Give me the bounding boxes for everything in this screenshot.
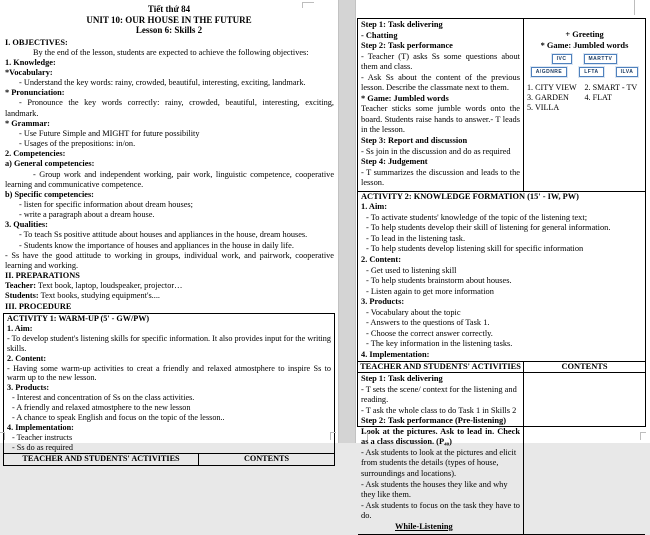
- text-line: Step 3: Report and discussion: [361, 136, 468, 146]
- text-line: - Listen again to get more information: [366, 286, 494, 296]
- text-line: - write a paragraph about a dream house.: [19, 210, 155, 220]
- jumbled-word-box: A/GDNRE: [531, 67, 568, 77]
- text-line: 1. Aim:: [7, 323, 33, 333]
- text-line: - Vocabulary about the topic: [366, 307, 461, 317]
- activity2-row: [358, 372, 645, 535]
- text-line: - Usages of the prepositions: in/on.: [19, 139, 136, 149]
- jumbled-words-answers: [527, 83, 642, 112]
- text-line: - Chatting: [361, 30, 398, 40]
- text-line: - Understand the key words: rainy, crowded, beautiful, interesting, exciting, landmark.: [19, 78, 306, 88]
- text-line: Step 2: Task performance: [361, 41, 453, 51]
- text-line: II. PREPARATIONS: [5, 271, 80, 281]
- text-line: ACTIVITY 2: KNOWLEDGE FORMATION (15' - IW, PW): [361, 191, 579, 201]
- text-line: - A chance to speak English and focus on the topic of the lesson..: [12, 413, 225, 423]
- text-line: - To help students brainstorm about houses.: [366, 276, 512, 286]
- game-label: * Game: Jumbled words: [540, 40, 629, 50]
- text-line: 3. Products:: [7, 383, 50, 393]
- text-line: b) Specific competencies:: [5, 189, 94, 199]
- answer-item: 4. FLAT: [584, 92, 612, 102]
- text-line: - Choose the correct answer correctly.: [366, 328, 493, 338]
- text-line: - Use Future Simple and MIGHT for future possibility: [19, 128, 200, 138]
- jumbled-word-box: IVC: [552, 54, 572, 64]
- text-line: 4. Implementation:: [361, 349, 430, 359]
- text-line: 2. Content:: [361, 255, 402, 265]
- text-line: - To help students develop their skill of listening for general information.: [366, 223, 611, 233]
- text-line: - Answers to the questions of Task 1.: [366, 318, 490, 328]
- text-line: - Ask students to look at the pictures and elicit from students the details (types of house, surroundings and locations).: [361, 447, 517, 478]
- activity2-overview: [358, 191, 645, 361]
- text-line: Teacher: Text book, laptop, loudspeaker, projector…: [5, 281, 183, 291]
- header-activities: TEACHER AND STUDENTS' ACTIVITIES: [358, 362, 524, 373]
- procedure-table: [357, 18, 646, 531]
- text-line: - T ask the whole class to do Task 1 in Skills 2: [361, 405, 517, 415]
- text-line: By the end of the lesson, students are expected to achieve the following objectives:: [33, 47, 309, 57]
- activity2-table-header: [358, 361, 645, 373]
- text-line: I. OBJECTIVES:: [5, 37, 68, 47]
- activity1-overview: [4, 314, 334, 454]
- text-line: - Ss have the good attitude to working in groups, individual work, and pairwork, cooperative learning and working.: [5, 250, 334, 270]
- text-line: Step 1: Task delivering: [361, 20, 443, 29]
- activity2-teacher-activities: [358, 373, 524, 534]
- jumbled-words-boxes: [529, 54, 640, 77]
- text-line: Students: Text books, studying equipment's....: [5, 291, 160, 301]
- text-line: Look at the pictures. Ask to lead in. Check as a class discussion. (P₄₀): [361, 426, 520, 447]
- text-line: - To activate students' knowledge of the topic of the listening text;: [366, 212, 588, 222]
- text-line: - Teacher instructs: [12, 433, 73, 443]
- margin-mark-bottom-right: [330, 432, 336, 440]
- text-line: - Ask students the houses they like and why they like them.: [361, 479, 508, 500]
- text-line: * Grammar:: [5, 118, 50, 128]
- text-line: a) General competencies:: [5, 159, 95, 169]
- text-line: * Game: Jumbled words: [361, 93, 449, 103]
- activity1-teacher-activities: [358, 19, 524, 191]
- text-line: - T summarizes the discussion and leads to the lesson.: [361, 167, 520, 188]
- text-line: 3. Products:: [361, 297, 405, 307]
- text-line: - Having some warm-up activities to creat a friendly and relaxed atmostphere to inspire Ss to warm up to the new lesson.: [7, 363, 331, 383]
- answer-item: 3. GARDEN: [527, 92, 569, 102]
- text-line: ACTIVITY 1: WARM-UP (5' - GW/PW): [7, 313, 150, 323]
- greeting-label: + Greeting: [565, 30, 604, 39]
- text-line: Step 2: Task performance (Pre-listening): [361, 416, 506, 426]
- page-2: [356, 0, 650, 531]
- text-line: - Pronounce the key words correctly: rainy, crowded, beautiful, interesting, exciting, landmark.: [5, 98, 334, 118]
- header-contents: CONTENTS: [243, 454, 290, 464]
- text-line: - The key information in the listening tasks.: [366, 339, 513, 349]
- activity1-table: [3, 313, 335, 466]
- jumbled-word-box: ILVA: [616, 67, 639, 77]
- header-activities: TEACHER AND STUDENTS' ACTIVITIES: [4, 454, 199, 465]
- jumbled-word-box: LFTA: [579, 67, 603, 77]
- text-line: 1. Aim:: [361, 202, 388, 212]
- text-line: - To teach Ss positive attitude about houses and appliances in the house, dream houses.: [19, 230, 308, 240]
- lesson-title: Lesson 6: Skills 2: [135, 25, 203, 35]
- text-line: - To help students develop listening skill for specific information: [366, 244, 584, 254]
- text-line: - Ss join in the discussion and do as required: [361, 146, 511, 156]
- lesson-number: Tiết thứ 84: [147, 4, 191, 14]
- margin-mark-bottom-right: [640, 432, 646, 440]
- text-line: 1. Knowledge:: [5, 57, 56, 67]
- text-line: - Students know the importance of houses and appliances in the house in daily life.: [19, 240, 294, 250]
- document-title: [0, 0, 338, 36]
- text-line: 4. Implementation:: [7, 423, 74, 433]
- text-line: - Ss do as required: [12, 443, 73, 453]
- text-line: - T sets the scene/ context for the listening and reading.: [361, 384, 517, 405]
- jumbled-word-box: MARTTV: [584, 54, 618, 64]
- text-line: - To lead in the listening task.: [366, 233, 466, 243]
- header-contents: CONTENTS: [561, 361, 608, 371]
- activity1-contents: [524, 19, 645, 191]
- answer-item: 1. CITY VIEW: [527, 83, 577, 93]
- margin-mark-bottom-left: [363, 432, 368, 440]
- activity2-contents: [524, 373, 645, 534]
- text-line: * Pronunciation:: [5, 88, 65, 98]
- text-line: - listen for specific information about dream houses;: [19, 200, 193, 209]
- text-line: - Get used to listening skill: [366, 265, 457, 275]
- page-gap: [338, 0, 356, 443]
- activity1-row: [358, 19, 645, 191]
- text-line: - Group work and independent working, pair work, linguistic competence, cooperative learning and communicative competence.: [5, 169, 334, 189]
- activity1-table-header: [4, 453, 334, 465]
- answer-item: 2. SMART - TV: [584, 83, 638, 93]
- unit-title: UNIT 10: OUR HOUSE IN THE FUTURE: [86, 14, 252, 25]
- page-1: [0, 0, 338, 464]
- text-line: 2. Competencies:: [5, 149, 66, 159]
- objectives-section: [0, 36, 338, 312]
- text-line: - A friendly and relaxed atmostphere to the new lesson: [12, 403, 191, 413]
- text-line: - Ask Ss about the content of the previous lesson. Describe the classmate next to them.: [361, 72, 520, 93]
- text-line: Step 4: Judgement: [361, 157, 428, 167]
- answer-item: 5. VILLA: [527, 102, 560, 112]
- text-line: - To develop student's listening skills for specific information. It also provides input for the writing skills.: [7, 333, 331, 353]
- text-line: While-Listening: [395, 521, 453, 531]
- text-line: *Vocabulary:: [5, 67, 53, 77]
- margin-mark-top-right: [634, 0, 635, 15]
- text-line: - Ask students to focus on the task they have to do.: [361, 500, 520, 521]
- text-line: III. PROCEDURE: [5, 301, 72, 311]
- text-line: 2. Content:: [7, 353, 47, 363]
- text-line: Step 1: Task delivering: [361, 374, 443, 384]
- text-line: - Interest and concentration of Ss on the class activities.: [12, 393, 195, 403]
- margin-mark-top-right: [302, 2, 314, 8]
- margin-mark-bottom-left: [0, 432, 5, 440]
- text-line: - Teacher (T) asks Ss some questions about them and class.: [361, 51, 520, 72]
- text-line: 3. Qualities:: [5, 220, 48, 230]
- text-line: Teacher sticks some jumble words onto the board. Students raise hands to answer.- T leads in the lesson.: [361, 104, 520, 135]
